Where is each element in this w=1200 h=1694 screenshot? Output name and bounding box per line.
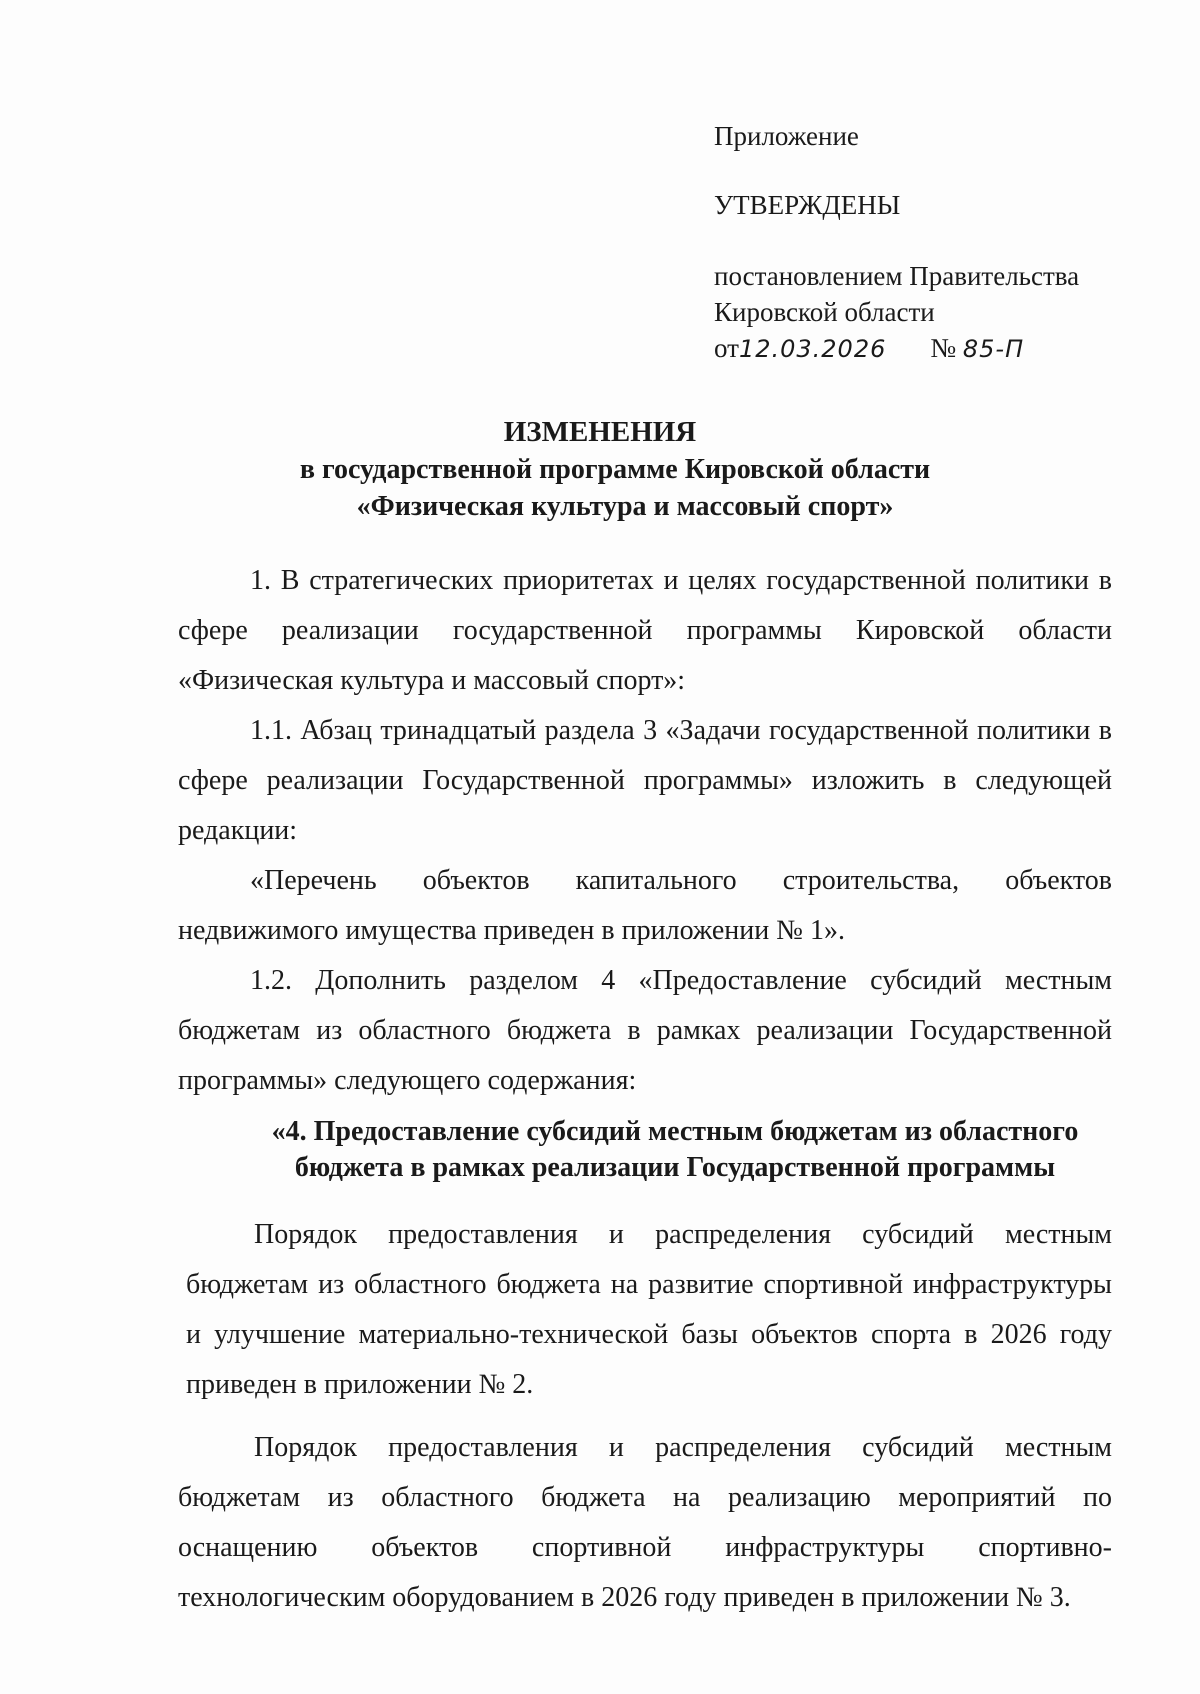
section-4-heading xyxy=(178,1114,1112,1186)
section-4-paragraph-2: Порядок предоставления и распределения субсидий местным бюджетам из областного бюджета на реализацию мероприятий по оснащению объектов спортивной инфраструктуры спортивно-технологическим оборудованием в 2026 году приведен в приложении № 3. xyxy=(178,1432,1112,1613)
approval-line-2: Кировской области xyxy=(714,297,935,327)
section-4-heading-line-2: бюджета в рамках реализации Государственной программы xyxy=(294,1152,1056,1183)
paragraph-1: 1. В стратегических приоритетах и целях государственной политики в сфере реализации государственной программы Кировской области «Физическая культура и массовый спорт»: xyxy=(178,565,1112,696)
date-prefix: от xyxy=(714,333,739,363)
approval-line-1: постановлением Правительства xyxy=(714,261,1080,291)
section-4-body xyxy=(178,1210,1112,1636)
number-label: № xyxy=(930,333,957,363)
approval-block xyxy=(714,118,1154,367)
handwritten-date: 12.03.2026 xyxy=(738,335,887,363)
paragraph-1-2: 1.2. Дополнить разделом 4 «Предоставление субсидий местным бюджетам из областного бюджета в рамках реализации Государственной программы» следующего содержания: xyxy=(178,965,1112,1096)
approved-label: УТВЕРЖДЕНЫ xyxy=(714,190,901,220)
document-body xyxy=(178,556,1112,1106)
title-line-2: в государственной программе Кировской области xyxy=(299,454,931,485)
handwritten-number: 85-П xyxy=(962,335,1025,363)
section-4-heading-line-1: «4. Предоставление субсидий местным бюджетам из областного xyxy=(271,1116,1079,1147)
title-line-3: «Физическая культура и массовый спорт» xyxy=(356,491,894,522)
document-title xyxy=(0,414,1200,525)
paragraph-1-1: 1.1. Абзац тринадцатый раздела 3 «Задачи государственной политики в сфере реализации Государственной программы» изложить в следующей редакции: xyxy=(178,715,1112,846)
section-4-paragraph-1: Порядок предоставления и распределения субсидий местным бюджетам из областного бюджета на развитие спортивной инфраструктуры и улучшение материально-технической базы объектов спорта в 2026 году приведен в приложении № 2. xyxy=(186,1219,1112,1400)
approval-date-line xyxy=(714,330,1154,367)
title-line-1: ИЗМЕНЕНИЯ xyxy=(503,416,697,448)
appendix-label: Приложение xyxy=(714,121,859,151)
paragraph-quote: «Перечень объектов капитального строительства, объектов недвижимого имущества приведен в приложении № 1». xyxy=(178,865,1112,946)
